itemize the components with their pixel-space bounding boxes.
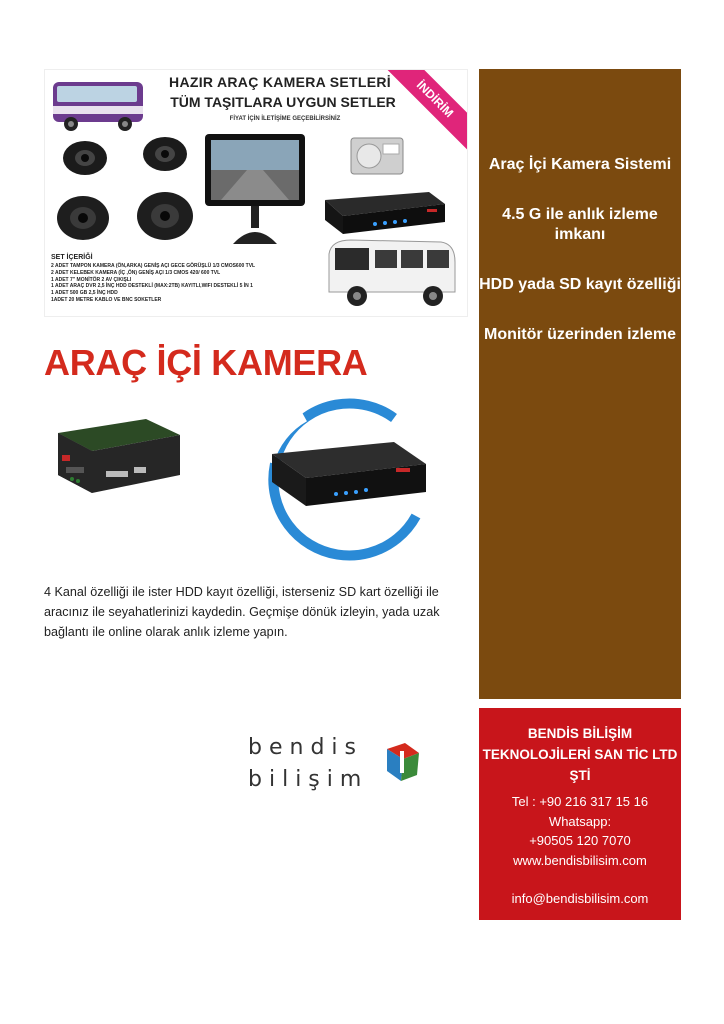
- set-contents-list: [51, 263, 255, 304]
- contact-panel: [479, 708, 681, 920]
- logo-word-bendis: bendis: [248, 735, 363, 760]
- feature-camera-system: Araç İçi Kamera Sistemi: [488, 156, 672, 173]
- banner-title-line2: TÜM TAŞITLARA UYGUN SETLER: [170, 94, 396, 110]
- minibus-icon: [321, 234, 461, 310]
- bendis-logo: [245, 735, 425, 795]
- dvr-device-image: [244, 398, 436, 566]
- feature-monitor-view: Monitör üzerinden izleme: [483, 326, 676, 343]
- banner-title-line1: HAZIR ARAÇ KAMERA SETLERİ: [169, 74, 391, 90]
- list-item: 1ADET 20 METRE KABLO VE BNC SOKETLER: [51, 296, 162, 303]
- phone-number: Tel : +90 216 317 15 16: [511, 794, 649, 809]
- list-item: 1 ADET 500 GB 2,5 İNÇ HDD: [51, 290, 118, 297]
- list-item: 1 ADET ARAÇ DVR 2,5 İNÇ HDD DESTEKLİ (MAX:2TB) KAYITLI,WIFI DESTEKLİ 5 İN 1: [51, 283, 253, 290]
- page-title: ARAÇ İÇİ KAMERA: [44, 342, 368, 383]
- email-link[interactable]: info@bendisbilisim.com: [511, 891, 649, 906]
- feature-live-monitoring: 4.5 G ile anlık izleme imkanı: [502, 206, 658, 243]
- dvr-recorder-icon: [319, 182, 449, 238]
- whatsapp-number: +90505 120 7070: [529, 833, 631, 848]
- features-panel: [479, 69, 681, 699]
- list-item: 2 ADET KELEBEK KAMERA (İÇ ,ÖN) GENİŞ AÇI 1/3 CMOS 420/ 600 TVL: [51, 269, 221, 276]
- website-link[interactable]: www.bendisbilisim.com: [513, 852, 647, 868]
- company-name: BENDİS BİLİŞİM TEKNOLOJİLERİ SAN TİC LTD ŞTİ: [482, 726, 678, 783]
- bumper-camera-icon: [55, 136, 195, 246]
- description-paragraph: 4 Kanal özelliği ile ister HDD kayıt özelliği, isterseniz SD kart özelliği ile aracınız ile seyahatlerinizi kaydedin. Geçmişe dönük izleyin, yada uzak bağlantı ile online olarak anlık izleme yapın.: [44, 585, 440, 639]
- hard-disk-icon: [347, 134, 407, 178]
- city-bus-icon: [51, 76, 147, 134]
- mobile-dvr-image: [42, 415, 182, 495]
- product-banner: [44, 69, 468, 317]
- list-item: 1 ADET 7" MONİTÖR 2 AV ÇIKIŞLI: [51, 276, 132, 283]
- banner-note: FİYAT İÇİN İLETİŞİME GEÇEBİLİRSİNİZ: [229, 116, 341, 122]
- logo-word-bilisim: bilişim: [248, 767, 369, 792]
- list-item: 2 ADET TAMPON KAMERA (ÖN,ARKA) GENİŞ AÇI GECE GÖRÜŞLÜ 1/3 CMOS600 TVL: [51, 263, 256, 269]
- whatsapp-label: Whatsapp:: [548, 813, 612, 829]
- feature-storage: HDD yada SD kayıt özelliği: [479, 276, 681, 293]
- logo-mark-icon: [383, 741, 423, 787]
- monitor-icon: [203, 132, 307, 250]
- discount-ribbon: İNDİRİM: [383, 69, 468, 151]
- set-contents-title: SET İÇERİĞİ: [51, 254, 93, 261]
